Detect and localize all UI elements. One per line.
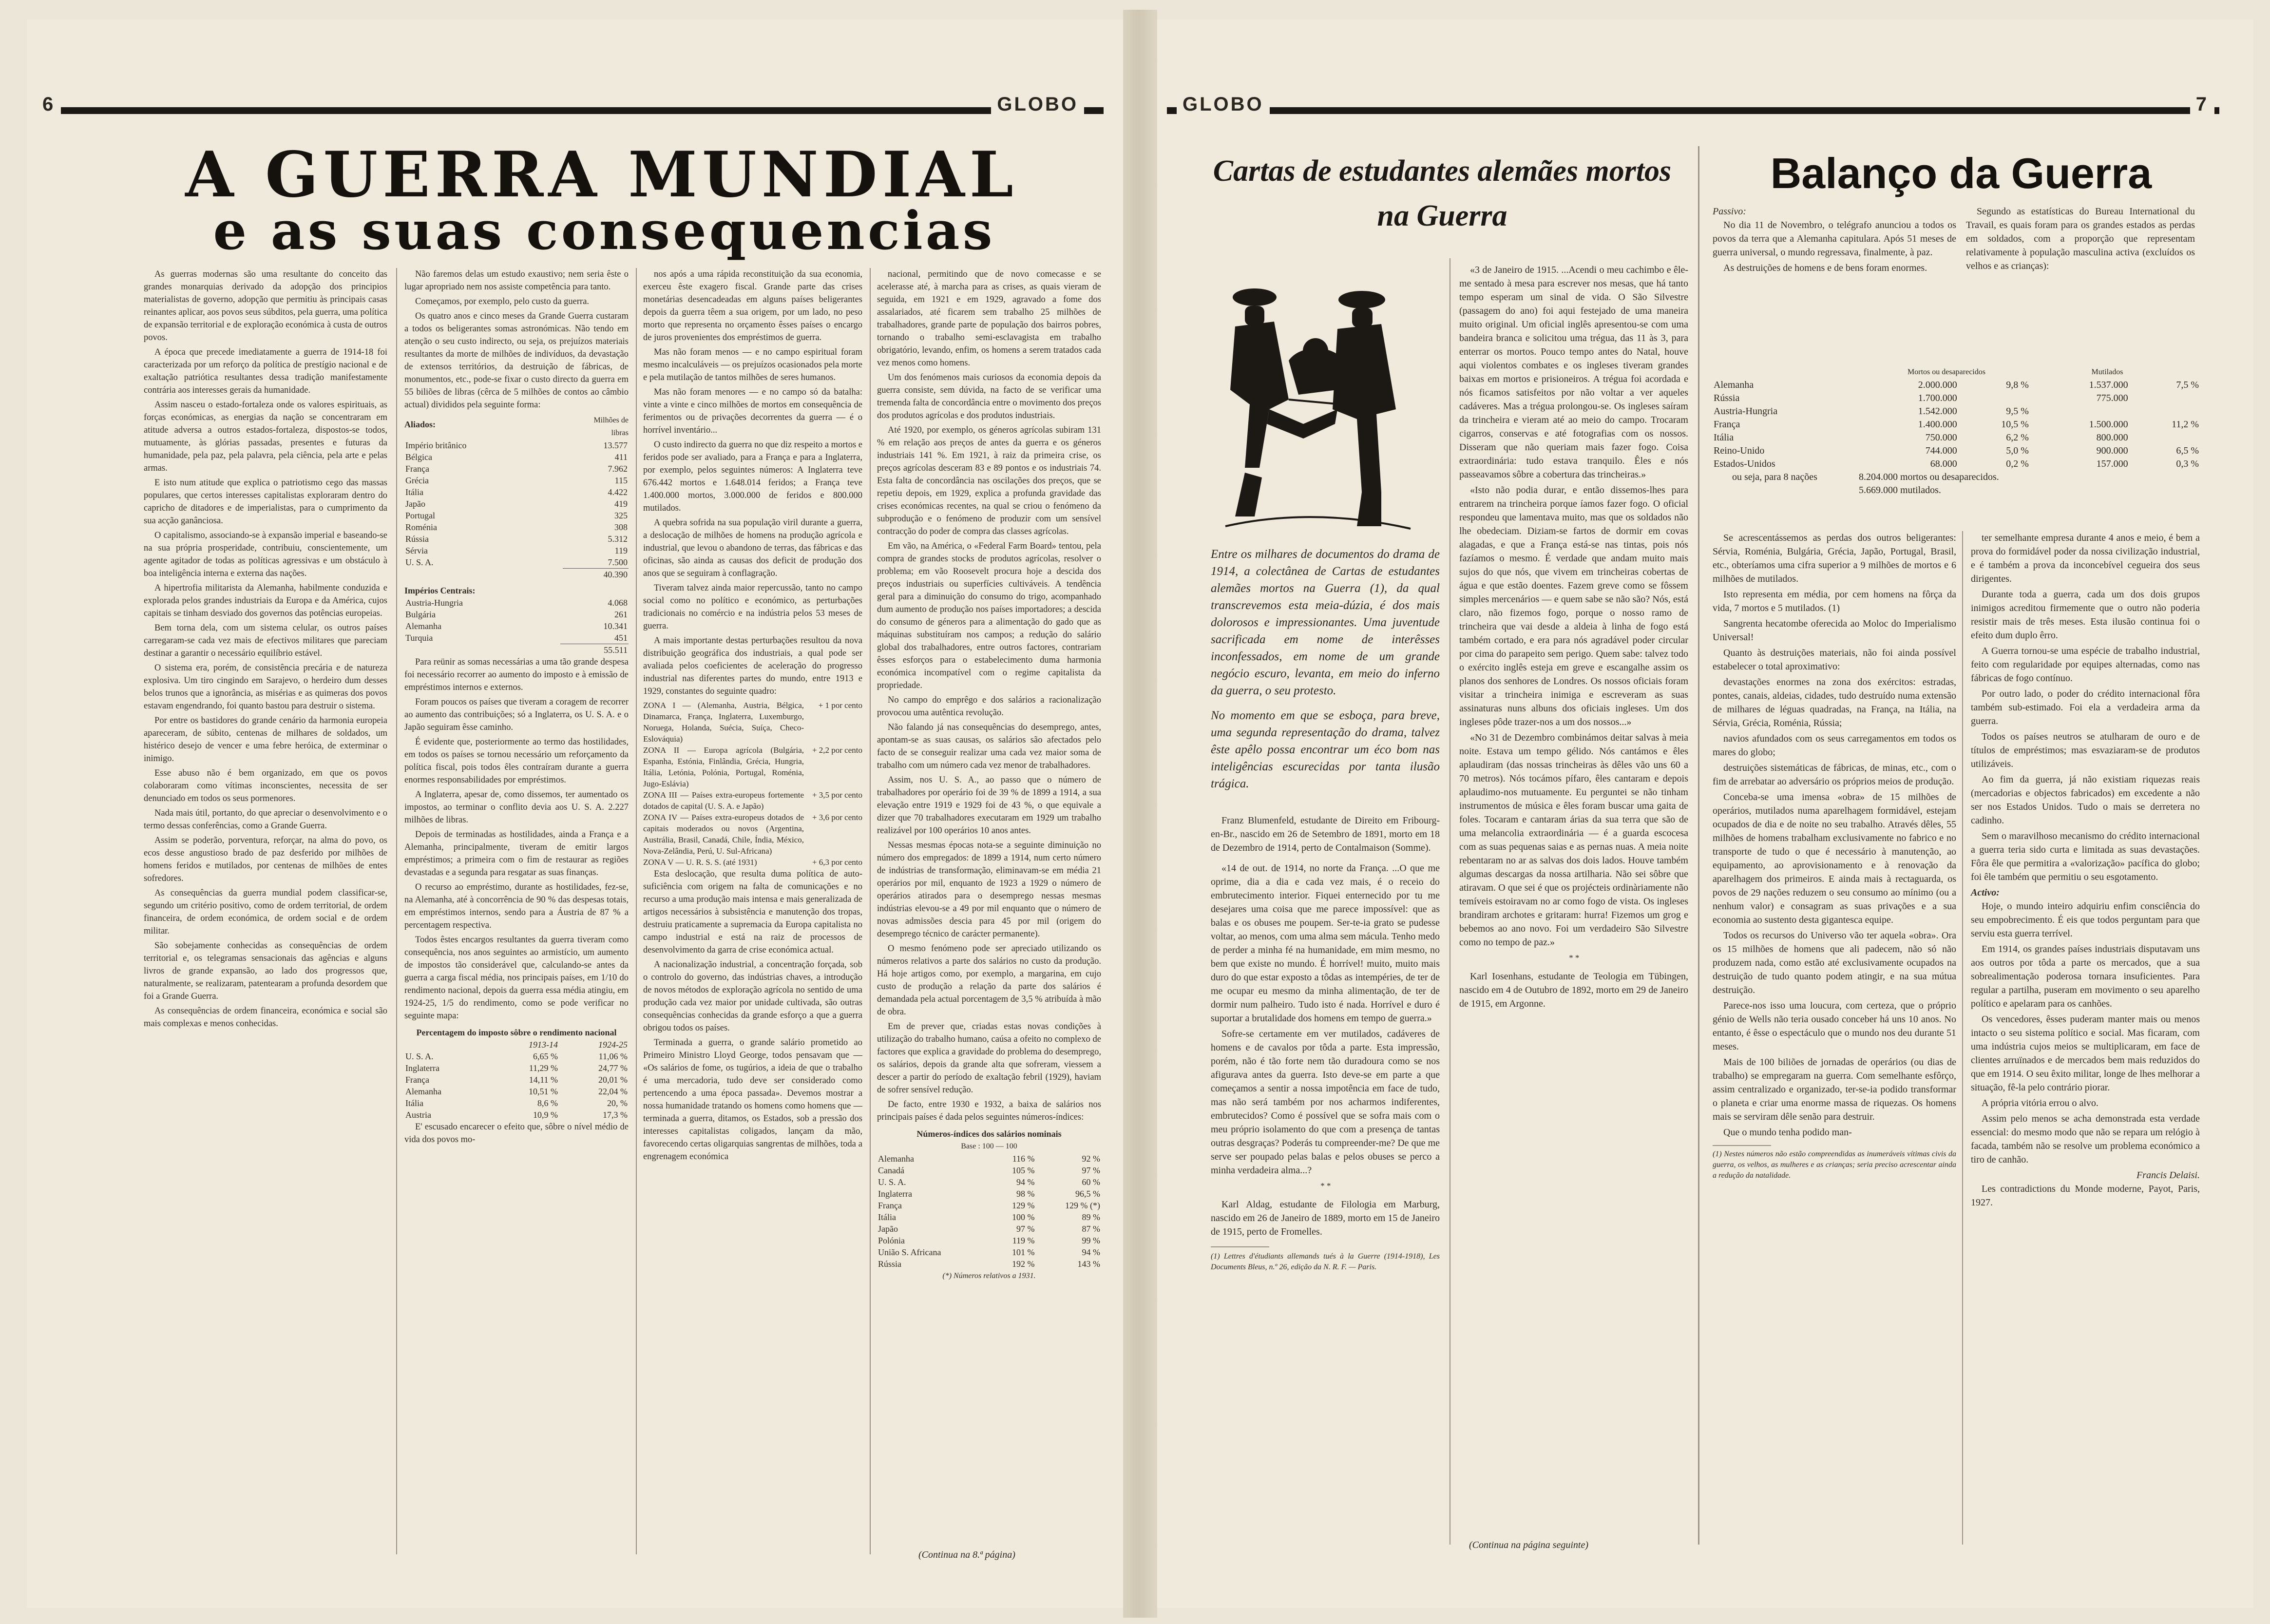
paragraph: Ao fim da guerra, já não existiam riquezas reais (mercadorias e objectos fabricados) em excedente a não ser nos Estados Unidos. Tudo o mais se derretera no cadinho. xyxy=(1971,774,2200,826)
paragraph: Todos êstes encargos resultantes da guerra tiveram como consequência, nos anos seguintes ao armistício, um aumento de impostos tão considerável que, calculando-se antes da guerra a carga fiscal média, nos principais países, em 1/10 do rendimento nacional, depois da guerra essa média atingiu, em 1924-25, 1/5 do rendimento, como se pode verificar no seguinte mapa: xyxy=(404,935,629,1021)
paragraph: De facto, entre 1930 e 1932, a baixa de salários nos principais países é dada pelos seguintes números-índices: xyxy=(877,1100,1101,1122)
losses-table-header: Mortos ou desaparecidos Mutilados xyxy=(1908,368,2123,376)
table-row: Grécia 115 xyxy=(405,476,628,485)
paragraph: Tiveram talvez ainda maior repercussão, tanto no campo social como no político e económico, as perturbações tradicionais no comércio e na indústria pelos 53 meses de guerra. xyxy=(643,583,862,631)
paragraph: No momento em que se esboça, para breve, uma segunda representação do drama, talvez êste apêlo possa encontrar um éco bom nas inteligências escurecidas por tanta ilusão trágica. xyxy=(1211,709,1440,790)
paragraph: As consequências de ordem financeira, económica e social são mais complexas e menos conhecidas. xyxy=(144,1006,387,1029)
table-row: Rússia 192 % 143 % xyxy=(878,1259,1100,1269)
paragraph: A nacionalização industrial, a concentração forçada, sob o controlo do governo, das indústrias chaves, a introdução de novos métodos de exploração agrícola no sentido de uma produção cada vez maior por unidade cultivada, são outras consequências conhecidas da grande esforço a que a guerra obrigou todos os países. xyxy=(643,960,862,1033)
balanco-column-2-top xyxy=(1966,205,2195,275)
allies-title: Aliados: xyxy=(404,420,436,429)
table-row: Alemanha 10,51 % 22,04 % xyxy=(405,1087,628,1096)
allies-table xyxy=(404,439,629,580)
table-row: Austria 10,9 % 17,3 % xyxy=(405,1110,628,1120)
table-row: ZONA IV — Países extra-europeus dotados de capitais moderados ou novos (Argentina, Austrália, Brasil, Canadá, Chile, Índia, México, Nova-Zelândia, Perú, U. Sul-Africana) + 3,6 por cento xyxy=(643,813,862,856)
letter-author: Franz Blumenfeld, estudante de Direito em Fribourg-en-Br., nascido em 26 de Setembro de 1891, morto em 18 de Dezembro de 1914, perto de Contalmaison (Somme). xyxy=(1211,815,1440,853)
table-row: Roménia 308 xyxy=(405,522,628,532)
tax-table xyxy=(404,1039,629,1121)
paragraph: Começamos, por exemplo, pelo custo da guerra. xyxy=(415,297,590,306)
table-row: Estados-Unidos 68.000 0,2 % 157.000 0,3 % xyxy=(1714,459,2199,469)
paragraph: Se acrescentássemos as perdas dos outros beligerantes: Sérvia, Roménia, Bulgária, Grécia, Japão, Portugal, Brasil, etc., obteríamos uma cifra superior a 9 milhões de mortos e 6 milhões de mutilados. xyxy=(1713,533,1956,584)
paragraph: Isto representa em média, por cem homens na fôrça da vida, 7 mortos e 5 mutilados. (1) xyxy=(1713,589,1956,613)
table-row: Alemanha 116 % 92 % xyxy=(878,1154,1100,1164)
paragraph: A Guerra tornou-se uma espécie de trabalho industrial, feito com regularidade por equipes alternadas, como nas fábricas de fogo contínuo. xyxy=(1971,646,2200,684)
separator-stars: * * xyxy=(1320,1181,1331,1190)
article-column-1 xyxy=(144,268,387,1032)
wages-note: (*) Números relativos a 1931. xyxy=(942,1272,1036,1280)
left-page xyxy=(27,19,1123,1608)
activo-label: Activo: xyxy=(1971,887,2000,898)
letter-text: Sofre-se certamente em ver mutilados, cadáveres de homens e de cavalos por tôda a parte. Esta impressão, porém, não é tão forte nem tão duradoura como se nos afigurava antes da guerra. Isto deve-se em parte a que começamos a sentir a nossa impotência em face de tudo, mas não será também por nos acharmos indiferentes, embrutecidos? Como é possível que se sofra mais com o meu próprio isolamento do que com a presença de tantas outras desgraças? Poderás tu compreender-me? De que me serve ser poupado pelas balas e pelos obuses se perco a minha verdadeira alma...? xyxy=(1211,1029,1440,1176)
balanco-column-1 xyxy=(1713,531,1956,1183)
letter-text: «Isto não podia durar, e então dissemos-lhes para entrarem na trincheira porque íamos fazer fogo. O oficial respondeu que lamentava muito, mas que os soldados não lhe obedeciam. Diziam-se fartos de dormir em covas alagadas, e que a França está-se nas tintas, pois nós fazíamos o mesmo. É verdade que andam muito mais sujos do que nós, que vivem em trincheiras cobertas de água e que estão doentes. Fazem greve como se fôssem simples mercenários — e quem sabe se não são? Nós, está claro, não fizemos fogo, porque o nosso ramo de trincheira que vai desde a aldeia à linha de fogo está também cortado, e era para nós agradável poder circular por cima do parapeito sem perigo. Quem sabe: talvez todo o exército inglês esteja em greve e escangalhe assim os planos dos senhores de Londres. Os nossos oficiais foram visitar a trincheira inimiga e escreveram as suas assinaturas nuns albuns dos oficiais ingleses. Um dos ingleses pôde trazer-nos a um dos nossos...» xyxy=(1459,485,1688,727)
left-folio-rule xyxy=(37,94,1104,127)
separator-stars: * * xyxy=(1568,953,1579,962)
paragraph: Segundo as estatísticas do Bureau International du Travail, es quais foram para os grandes estados as perdas em soldados, com a proporção que representam relativamente à população masculina activa (excluídos os velhos e as crianças): xyxy=(1966,206,2195,271)
paragraph: Por outro lado, o poder do crédito internacional fôra também sub-estimado. Foi ela a verdadeira arma da guerra. xyxy=(1971,688,2200,726)
table-row: Itália 4.422 xyxy=(405,487,628,497)
losses-table xyxy=(1713,379,2200,471)
table-row: França 129 % 129 % (*) xyxy=(878,1201,1100,1210)
table-row: Rússia 5.312 xyxy=(405,534,628,544)
paragraph: A hipertrofia militarista da Alemanha, habilmente conduzida e explorada pelos grandes industriais da Europa e da América, cujos capitais se tinham desviado dos governos das potências europeias. xyxy=(144,583,387,618)
cartas-title: Cartas de estudantes alemães mortos na Guerra xyxy=(1213,154,1672,232)
paragraph: Em 1914, os grandes países industriais disputavam uns aos outros por tôda a parte os mercados, que a sua sobrealimentação poderosa tornara insuficientes. Para regular a partilha, puseram em movimento o seu aparelho político e apelaram para os canhões. xyxy=(1971,944,2200,1009)
paragraph: As consequências da guerra mundial podem classificar-se, segundo um critério positivo, como de ordem territorial, de ordem financeira, de ordem económica, de ordem social e de ordem militar. xyxy=(144,888,387,936)
balanco-column-2 xyxy=(1971,531,2200,1211)
paragraph: As destruições de homens e de bens foram enormes. xyxy=(1723,263,1927,273)
paragraph: Terminada a guerra, o grande salário prometido ao Primeiro Ministro Lloyd George, todos pensavam que — «Os salários de fome, os tugúrios, a ideia de que o trabalho é uma mercadoria, tudo deve ser considerado como pertencendo a uma época passada». Devemos mostrar a nossa humanidade tratando os homens como homens que — terminada a guerra, ditamos, os Estados, sob a pressão dos interesses capitalistas coligados, lançam da mão, favorecendo certas oligarquias sangrentas de milhões, toda a engrenagem económica xyxy=(643,1038,862,1162)
table-row: França 7.962 xyxy=(405,464,628,474)
paragraph: Em vão, na América, o «Federal Farm Board» tentou, pela compra de grandes stocks de produtos agrícolas, resolver o problema; em vão Roosevelt procura hoje a descida dos preços industriais ou superfícies cultiváveis. A tendência geral para a diminuição do consumo do trigo, acompanhado dum aumento de produção nos países importadores; a descida do consumo de géneros para a alimentação do gado que as máquinas substituíram nos campos; a redução do salário global dos trabalhadores, entre outros factores, contrariam êsses esforços para o estabelecimento duma harmonia económica incompatível com o regime capitalista da propriedade. xyxy=(877,541,1101,690)
table-row: Portugal 325 xyxy=(405,511,628,520)
table-row: ZONA V — U. R. S. S. (até 1931) + 6,3 por cento xyxy=(643,858,862,867)
column-rule xyxy=(636,268,637,1554)
paragraph: O mesmo fenómeno pode ser apreciado utilizando os números relativos a parte dos salários no custo da produção. Há hoje artigos como, por exemplo, a margarina, em cujo custo de produção a relação da parte dos salários é demandada pela actual porcentagem de 3,5 % atribuída à mão de obra. xyxy=(877,944,1101,1017)
paragraph: Esse abuso não é bem organizado, em que os povos colaboraram como vítimas inconscientes, necessita de ser denunciado em todos os seus pormenores. xyxy=(144,768,387,803)
paragraph: Assim pelo menos se acha demonstrada esta verdade essencial: do mesmo modo que não se repara um relógio à facada, também não se resolve um problema económico a tiro de canhão. xyxy=(1971,1113,2200,1165)
table-row: União S. Africana 101 % 94 % xyxy=(878,1247,1100,1257)
page-number: 6 xyxy=(37,94,61,115)
paragraph: Assim se poderão, porventura, reforçar, na alma do povo, os ecos desse angustioso brado de paz desferido por milhões de homens feridos e mutilados, por centenas de milhões de entes sofredores. xyxy=(144,836,387,883)
paragraph: Que o mundo tenha podido man- xyxy=(1723,1127,1852,1138)
paragraph: Durante toda a guerra, cada um dos dois grupos inimigos acreditou firmemente que o outro não poderia resistir mais de três meses. Esta ilusão continua foi o efeito dum duplo êrro. xyxy=(1971,589,2200,641)
table-row: França 1.400.000 10,5 % 1.500.000 11,2 % xyxy=(1714,419,2199,430)
balanco-title: Balanço da Guerra xyxy=(1770,149,2152,197)
paragraph: Esta deslocação, que resulta duma política de auto-suficiência com origem na falta de comunicações e no recurso a uma produção mais intensa e mais generalizada de artigos necessários à subsistência e manutenção dos tropas, destruiu praticamente a supremacia da Europa capitalista no campo industrial e está na raiz de processos de desenvolvimento da garra de crise económica actual. xyxy=(643,869,862,955)
article-column-4 xyxy=(877,268,1101,1282)
paragraph: Assim, nos U. S. A., ao passo que o número de trabalhadores por operário foi de 39 % de 1899 a 1914, a sua elevação entre 1919 e 1929 foi de 43 %, o que equivale a dizer que 70 trabalhadores executaram em 1929 um trabalho realizável por 100 operários 10 anos antes. xyxy=(877,775,1101,836)
cartas-column-b xyxy=(1459,263,1688,1013)
paragraph: Até 1920, por exemplo, os géneros agrícolas subiram 131 % em relação aos preços de antes da guerra e os géneros industriais 141 %. Em 1921, à raiz da primeira crise, os preços agrícolas desceram 83 e 89 pontos e os industriais 74. Esta falta de concordância nas oscilações dos preços, que se repetiu depois, em 1929, explica a profunda gravidade das crises económicas recentes, na qual se criou o fenómeno da subprodução e o fenómeno de produzir com um sensível contracção do poder de compra das classes agrícolas. xyxy=(877,425,1101,536)
paragraph: Os vencedores, êsses puderam manter mais ou menos intacto o seu sistema político e social. Mas ficaram, com uma indústria cujos meios se multiplicaram, em face de clientes arruïnados e de mercados bem mais reduzidos do que em 1914. O seu êxito militar, longe de lhes melhorar a situação, fê-la pelo contrário piorar. xyxy=(1971,1014,2200,1093)
source-citation: Les contradictions du Monde moderne, Payot, Paris, 1927. xyxy=(1971,1184,2200,1208)
paragraph: destruições sistemáticas de fábricas, de minas, etc., com o fim de arrebatar ao adversário os próprios meios de produção. xyxy=(1713,763,1956,787)
losses-total: ou seja, para 8 nações 8.204.000 mortos ou desaparecidos. xyxy=(1732,472,1999,482)
paragraph: Não faremos delas um estudo exaustivo; nem seria êste o lugar apropriado nem nos assiste competência para tanto. xyxy=(404,269,629,292)
table-row: Turquia 451 xyxy=(405,633,628,643)
paragraph: Mais de 100 biliões de jornadas de operários (ou dias de trabalho) se empregaram na guerra. Com semelhante esfôrço, assim centralizado e organizado, ter-se-ia podido transformar o planeta e criar uma enorme massa de riquezas. Os homens mais se serviram dêle senão para destruir. xyxy=(1713,1057,1956,1122)
paragraph: Depois de terminadas as hostilidades, ainda a França e a Alemanha, principalmente, tiveram de emitir largos empréstimos; a primeira com o fim de restaurar as regiões devastadas e a segunda para resgatar as suas finanças. xyxy=(404,830,629,878)
column-rule xyxy=(396,268,397,1554)
letter-text: «14 de out. de 1914, no norte da França. ...O que me oprime, dia a dia e cada vez mais, é o receio do embrutecimento interior. Fiquei enternecido por tu me desejares uma coisa que me parece impossível: que as balas e os obuses me poupem. Ser-te-ia grato se pudesse voltar, ao menos, com uma alma sem mácula. Tenho medo de perder a minha fé na humanidade, em mim mesmo, no bem que existe no mundo. É horrível! muito, muito mais duro do que estar exposto a tôdas as intempéries, de ter de me ocupar eu mesmo da minha alimentação, de ter de dormir num palheiro. Tudo isto é nada. Horrível e duro é suportar a brutalidade dos homens em tempo de guerra.» xyxy=(1211,863,1440,1024)
continued-notice: (Continua na 8.ª página) xyxy=(918,1549,1015,1560)
footnote: (1) Lettres d'étudiants allemands tués à la Guerre (1914-1918), Les Documents Bleus, n.º 26, edição da N. R. F. — Paris. xyxy=(1211,1252,1440,1271)
paragraph: Um dos fenómenos mais curiosos da economia depois da guerra consiste, sem dúvida, na facto de se verificar uma tremenda falta de concordância entre o movimento dos preços dos produtos agrícolas e dos produtos industriais. xyxy=(877,373,1101,420)
central-powers-table xyxy=(404,597,629,656)
tax-table-title: Percentagem do imposto sôbre o rendimento nacional xyxy=(416,1028,617,1037)
zones-table xyxy=(643,700,862,868)
paragraph: Não falando já nas consequências do desemprego, antes, apontam-se as suas causas, os salários são afectados pelo facto de se conseguir realizar uma cada vez maior soma de trabalho com um número cada vez menor de trabalhadores. xyxy=(877,723,1101,770)
table-total-row: 40.390 xyxy=(404,569,629,581)
letter-text: «No 31 de Dezembro combinámos deitar salvas à meia noite. Estava um tempo gélido. Nós cantámos e êles aplaudiram (das nossas trincheiras às dêles vão uns 60 a 70 metros). Nós tocámos pífaro, êles cantaram e depois aplaudimo-nos mutuamente. Eu perguntei se não tinham instrumentos de música e êles foram buscar uma gaita de foles. Tocaram e cantaram árias da sua terra que são de uma melancolia extraordinária — é a guarda escocesa com as suas pequenas saias e as pernas nuas. A meia noite rebentaram no ar as salvas dos dois lados. Houve também algumas descargas da nossa artilharia. Não sei sôbre que atiravam. O que sei é que os projécteis ordinàriamente não temíveis estoiravam no ar como fogo de vista. Os ingleses brandiram archotes e gritaram: hurra! Fizemos um grog e bebemos ao ano novo. Foi um verdadeiro São Silvestre como no tempo de paz.» xyxy=(1459,732,1688,948)
paragraph: Mas não foram menos — e no campo espiritual foram mesmo incalculáveis — os prejuízos ocasionados pela morte e pela mutilação de tantos milhões de seres humanos. xyxy=(643,347,862,382)
table-row: Japão 97 % 87 % xyxy=(878,1224,1100,1234)
paragraph: As guerras modernas são uma resultante do conceito das grandes monarquias derivado da adopção dos principios materialistas de governo, adopção que permitiu às principais casas reinantes aplicar, aos povos seus súbditos, pela guerra, uma política de expansão territorial e de exploração económica à custa de outros povos. xyxy=(144,269,387,343)
letter-author: Karl Aldag, estudante de Filologia em Marburg, nascido em 26 de Janeiro de 1889, morto em 15 de Janeiro de 1915, perto de Fromelles. xyxy=(1211,1199,1440,1237)
table-row: Reino-Unido 744.000 5,0 % 900.000 6,5 % xyxy=(1714,445,2199,456)
paragraph: A Inglaterra, apesar de, como dissemos, ter aumentado os impostos, ao terminar o conflito devia aos U. S. A. 2.227 milhões de libras. xyxy=(404,790,629,825)
table-row: Inglaterra 11,29 % 24,77 % xyxy=(405,1063,628,1073)
wages-table xyxy=(877,1153,1101,1270)
table-row: ZONA III — Países extra-europeus fortemente dotados de capital (U. S. A. e Japão) + 3,5 por cento xyxy=(643,790,862,811)
table-row: U. S. A. 7.500 xyxy=(405,557,628,568)
soldiers-woodcut-illustration xyxy=(1216,263,1420,536)
table-row: França 14,11 % 20,01 % xyxy=(405,1075,628,1085)
table-row: Itália 750.000 6,2 % 800.000 xyxy=(1714,432,2128,443)
paragraph: Entre os milhares de documentos do drama de 1914, a colectânea de Cartas de estudantes alemães mortos na Guerra (1), da qual transcrevemos esta meia-dúzia, é dos mais dolorosos e impressionantes. Uma juventude sacrificada em nome de interêsses inconfessados, em nome de um grande negócio escuro, levanta, em meio do inferno da guerra, o seu protesto. xyxy=(1211,548,1440,697)
column-rule xyxy=(870,268,871,1554)
paragraph: Para reünir as somas necessárias a uma tão grande despesa foi necessário recorrer ao aumento do imposto e à emissão de empréstimos internos e externos. xyxy=(404,657,629,692)
table-row: Alemanha 10.341 xyxy=(405,621,628,631)
central-powers-title: Impérios Centrais: xyxy=(404,586,476,595)
table-row: U. S. A. 94 % 60 % xyxy=(878,1177,1100,1187)
paragraph: navios afundados com os seus carregamentos em todos os mares do globo; xyxy=(1713,733,1956,758)
table-row: Itália 8,6 % 20, % xyxy=(405,1098,628,1108)
paragraph: E' escusado encarecer o efeito que, sôbre o nível médio de vida dos povos mo- xyxy=(404,1122,629,1145)
author-signature: Francis Delaisi. xyxy=(2136,1170,2200,1181)
paragraph: Assim nasceu o estado-fortaleza onde os valores espirituais, as forças económicas, as energias da nação se concentraram em atitude adversa a outros estados-fortaleza, dispostos-se todos, mutuamente, às glórias passadas, presentes e futuras da humanidade, pela paz, pela palavra, pela ciência, pela arte e pelas armas. xyxy=(144,400,387,473)
paragraph: Foram poucos os países que tiveram a coragem de recorrer ao aumento das contribuições; só a Inglaterra, os U. S. A. e o Japão seguiram êsse caminho. xyxy=(404,697,629,732)
article-column-3 xyxy=(643,268,862,1165)
headline: A GUERRA MUNDIAL xyxy=(185,138,1018,211)
paragraph: nos após a uma rápida reconstituição da sua economia, exerceu êste exagero fiscal. Grande parte das crises monetárias desencadeadas em alguns países beligerantes depois da guerra têem a sua origem, por um lado, no peso morto que representa no orçamento êsses países o encargo de juros provenientes dos empréstimos de guerra. xyxy=(643,269,862,343)
paragraph: O sistema era, porém, de consistência precária e de natureza explosiva. Um tiro cingindo em Sarajevo, o herdeiro dum desses belos trunos que a ignorância, as misérias e as quimeras dos povos estavam engendrando, foi quanto bastou para destruir o sistema. xyxy=(144,663,387,711)
table-row: Polónia 119 % 99 % xyxy=(878,1236,1100,1245)
paragraph: A quebra sofrida na sua população viril durante a guerra, a deslocação de milhões de homens na produção agrícola e industrial, que levou o abandono de terras, das fábricas e das oficinas, são ainda as causas dos deficit de produção dos anos que se seguiram à conflagração. xyxy=(643,518,862,578)
paragraph: São sobejamente conhecidas as consequências de ordem territorial e, os telegramas sensacionais das agências e alguns livros de grande expansão, ao lado dos progressos que, naturalmente, se realizaram, patentearam a profunda desordem que foi a Grande Guerra. xyxy=(144,941,387,1001)
table-row: ZONA II — Europa agrícola (Bulgária, Espanha, Estónia, Finlândia, Grécia, Hungria, Itália, Letónia, Polónia, Portugal, Roménia, Jugo-Eslávia) + 2,2 por cento xyxy=(643,745,862,788)
table-row: Rússia 1.700.000 775.000 xyxy=(1714,393,2128,403)
masthead: GLOBO xyxy=(991,94,1084,115)
paragraph: Todos os países neutros se atulharam de ouro e de títulos de empréstimos; mas esvaziaram-se de produtos utilizáveis. xyxy=(1971,731,2200,769)
article-column-2 xyxy=(404,268,629,1148)
table-row: Austria-Hungria 1.542.000 9,5 % xyxy=(1714,406,2029,417)
wages-table-title: Números-índices dos salários nominais xyxy=(916,1129,1062,1139)
table-row: Itália 100 % 89 % xyxy=(878,1212,1100,1222)
cartas-intro xyxy=(1211,546,1440,792)
paragraph: Parece-nos isso uma loucura, com certeza, que o próprio génio de Wells não teria ousado conceber há uns 10 anos. No entanto, é êsse o espectáculo que o mundo nos deu durante 51 meses. xyxy=(1713,1000,1956,1052)
letter-text: «3 de Janeiro de 1915. ...Acendi o meu cachimbo e êle-me sentado à mesa para escrever nos mesas, que há tanto tempo esperam um sinal de vida. O São Silvestre (passagem do ano) foi aqui festejado de uma maneira muito original. Um oficial inglês apresentou-se com uma bandeira branca e solicitou uma trégua, das 11 às 3, para enterrar os mortos. Pouco tempo antes do Natal, houve aqui violentos combates e os ingleses tiveram grandes baixas em mortos e prisioneiros. A trégua foi acordada e nós ficamos satisfeitos por não voltar a ver aqueles cadáveres. Mas a trégua prolongou-se. Os ingleses saíram da trincheira e vieram até ao meio do campo. Trocaram cigarros, conservas e até fotografias com os nossos. Disseram que não queriam mais fazer fogo. Coisa extraordinária: tudo estava tranquilo. Êles e nós passeavamos sôbre a cobertura das trincheiras.» xyxy=(1459,265,1688,480)
right-folio-rule xyxy=(1167,94,2219,127)
column-rule xyxy=(1962,531,1963,1545)
mutilated-total: 5.669.000 mutilados. xyxy=(1859,485,1941,496)
footnote-rule xyxy=(1211,1246,1269,1247)
table-row: Canadá 105 % 97 % xyxy=(878,1165,1100,1175)
paragraph: O recurso ao empréstimo, durante as hostilidades, fez-se, na Alemanha, até à concorrência de 90 % das despesas totais, em empréstimos internos, sendo para a Áustria de 87 % a percentagem respectiva. xyxy=(404,882,629,930)
paragraph: Todos os recursos do Universo vão ter aquela «obra». Ora os 15 milhões de homens que ali padecem, não só não produzem nada, como estão até exclusivamente ocupados na destruição de tudo quanto podem atingir, e na sua mútua destruição. xyxy=(1713,930,1956,995)
page-gutter xyxy=(1123,10,1157,1618)
paragraph: Nessas mesmas épocas nota-se a seguinte diminuição no número dos empregados: de 1899 a 1914, num certo número de indústrias de transformação, eliminavam-se em média 21 operários por mil, enquanto de 1923 a 1929 o número de operários atirados para o desemprego nessas mesmas indústrias elevou-se a 49 por mil enquanto que o número de novas admissões descia para 45 por mil (origem do desemprego técnico de carácter permanente). xyxy=(877,841,1101,939)
paragraph: Sem o maravilhoso mecanismo do crédito internacional a guerra teria sido curta e limitada as suas devastações. Fôra êle que permitira a «valorização» pacífica do globo; foi êle também que permitiu o seu esgotamento. xyxy=(1971,831,2200,882)
table-row: Inglaterra 98 % 96,5 % xyxy=(878,1189,1100,1199)
paragraph: ter semelhante empresa durante 4 anos e meio, é bem a prova do formidável poder da nossa civilização industrial, e é também a prova da inconcebível cegueira dos seus dirigentes. xyxy=(1971,533,2200,584)
table-row: Sérvia 119 xyxy=(405,546,628,555)
paragraph: E isto num atitude que explica o patriotismo cego das massas populares, que certos interesses capitalistas exploraram dentro do capricho de ditadores e de imperialistas, para o cumprimento da sua acção ganânciosa. xyxy=(144,478,387,526)
balanco-column-1-top xyxy=(1713,205,1956,277)
paragraph: A época que precede imediatamente a guerra de 1914-18 foi caracterizada por um reforço da política de prestígio nacional e de exaltação patriótica resultantes dessa tradição manifestamente contrária aos interesses gerais da humanidade. xyxy=(144,347,387,395)
continued-notice: (Continua na página seguinte) xyxy=(1469,1540,1588,1550)
cartas-column-a xyxy=(1211,814,1440,1275)
paragraph: No campo do emprêgo e dos salários a racionalização provocou uma autêntica revolução. xyxy=(877,695,1101,718)
paragraph: A própria vitória errou o alvo. xyxy=(1982,1098,2098,1108)
table-row: Bélgica 411 xyxy=(405,452,628,462)
paragraph: A mais importante destas perturbações resultou da nova distribuição geográfica dos industriais, a qual pode ser avaliada pelos coeficientes de aceleração do progresso industrial nas diferentes partes do mundo, entre 1913 e 1929, constantes do seguinte quadro: xyxy=(643,636,862,696)
page-number: 7 xyxy=(2190,94,2214,115)
table-row: Bulgária 261 xyxy=(405,610,628,619)
table-header-row: 1913-14 1924-25 xyxy=(529,1040,628,1050)
masthead: GLOBO xyxy=(1177,94,1270,115)
footnote: (1) Nestes números não estão compreendidas as inumeráveis vítimas civis da guerra, os velhos, as mulheres e as crianças; seria preciso acrescentar ainda a redução da natalidade. xyxy=(1713,1150,1956,1180)
table-total-row: 55.511 xyxy=(404,644,629,656)
paragraph: Hoje, o mundo inteiro adquiriu enfim consciência do seu empobrecimento. É eis que todos perguntam para que serviu esta guerra terrível. xyxy=(1971,901,2200,939)
paragraph: devastações enormes na zona dos exércitos: estradas, pontes, canais, aldeias, cidades, tudo destruído numa extensão de milhares de léguas quadradas, na França, na Itália, na Sérvia, Grécia, Roménia, Rússia; xyxy=(1713,677,1956,728)
subheadline: e as suas consequencias xyxy=(213,200,995,262)
table-row: U. S. A. 6,65 % 11,06 % xyxy=(405,1051,628,1061)
letter-author: Karl Iosenhans, estudante de Teologia em Tübingen, nascido em 4 de Outubro de 1892, morto em 29 de Janeiro de 1915, em Argonne. xyxy=(1459,971,1688,1009)
table-row: Austria-Hungria 4.068 xyxy=(405,598,628,608)
paragraph: O capitalismo, associando-se à expansão imperial e baseando-se na sua própria prosperidade, contribuiu, conscientemente, um agente agitador de todas as políticas agressivas e um obstáculo à boa inteligência interna e externa das nações. xyxy=(144,531,387,578)
wages-table-base: Base : 100 — 100 xyxy=(961,1142,1017,1150)
allies-unit-header: Milhões de libras xyxy=(593,416,629,437)
paragraph: Por entre os bastidores do grande cenário da harmonia europeia apareceram, de súbito, centenas de milhares de soldados, um histérico desejo de vencer e uma febre heróica, de exterminar o inimigo. xyxy=(144,716,387,764)
paragraph: Nada mais útil, portanto, do que apreciar o desenvolvimento e o termo dessas conferências, como a Grande Guerra. xyxy=(144,808,387,831)
column-rule xyxy=(1698,146,1699,1545)
table-row: Japão 419 xyxy=(405,499,628,509)
passivo-label: Passivo: xyxy=(1713,206,1746,217)
paragraph: No dia 11 de Novembro, o telégrafo anunciou a todos os povos da terra que a Alemanha capitulara. Após 51 meses de guerra universal, o mundo regressava, finalmente, à paz. xyxy=(1713,220,1956,258)
right-page xyxy=(1157,19,2253,1608)
paragraph: Os quatro anos e cinco meses da Grande Guerra custaram a todos os beligerantes somas astronómicas. Não tendo em atenção o seu custo indirecto, ou seja, os prejuízos materiais resultantes da morte de milhões de indivíduos, da devastação de extensos territórios, da destruição de fábricas, de monumentos, etc., pode-se fixar o custo directo da guerra em 55 biliões de libras (cêrca de 5 milhões de contos ao câmbio actual) divididos pela seguinte forma: xyxy=(404,311,629,410)
footnote-rule xyxy=(1713,1145,1771,1146)
table-row: ZONA I — (Alemanha, Austria, Bélgica, Dinamarca, França, Inglaterra, Luxemburgo, Noruega, Holanda, Suécia, Suíça, Checo-Eslováquia) + 1 por cento xyxy=(643,701,862,744)
table-row: Alemanha 2.000.000 9,8 % 1.537.000 7,5 % xyxy=(1714,380,2199,390)
paragraph: É evidente que, posteriormente ao termo das hostilidades, em todos os países se tornou necessário um reforçamento da política fiscal, pois todos êles contraíram durante a guerra enormes responsabilidades por empréstimos. xyxy=(404,737,629,785)
losses-table-block xyxy=(1713,365,2200,497)
paragraph: Sangrenta hecatombe oferecida ao Moloc do Imperialismo Universal! xyxy=(1713,618,1956,643)
paragraph: Bem torna dela, com um sistema celular, os outros países carregaram-se cada vez mais de efectivos militares que pareciam destinar a garantir o necessário equilíbrio estável. xyxy=(144,623,387,658)
paragraph: Em de prever que, criadas estas novas condições à utilização do trabalho humano, caúsa a ofeito no complexo de factores que explica a gravidade do problema do desemprego, os salários, depois da grande alta que sofreram, viessem a descer a partir do período de exaltação febril (1929), haviam de sofrer sensível redução. xyxy=(877,1022,1101,1095)
paragraph: O custo indirecto da guerra no que diz respeito a mortos e feridos pode ser avaliado, para a França e para a Inglaterra, por exemplo, pelos seguintes números: A Inglaterra teve 676.442 mortos e 1.648.014 feridos; a França teve 1.400.000 mortos, 3.000.000 de feridos e 800.000 mutilados. xyxy=(643,440,862,513)
paragraph: Mas não foram menores — e no campo só da batalha: vinte a vinte e cinco milhões de mortos em consequência de ferimentos ou de privações decorrentes da guerra — é o horrível inventário... xyxy=(643,387,862,435)
paragraph: nacional, permitindo que de novo comecasse e se acelerasse até, à marcha para as crises, as quais vieram de seguida, em 1921 e em 1929, agravado a fome dos assalariados, até ficarem sem trabalho 25 milhões de trabalhadores, grande parte de população dos bairros pobres, tornando o trabalho semi-esclavagista em trabalho obrigatório, levando, enfim, os homens a serem tratados cada vez menos como homens. xyxy=(877,269,1101,368)
table-row: Império britânico 13.577 xyxy=(405,440,628,450)
paragraph: Conceba-se uma imensa «obra» de 15 milhões de operários, mutilados numa aparelhagem formidável, estejam ocupados de dia e de noite no seu trabalho. Através dêles, 55 milhões de homens trabalham exclusivamente no fabrico e no transporte de tudo o que é necessário à manutenção, ao equipamento, ao aprovisionamento e à renovação da aparelhagem dos primeiros. E ainda mais à rectaguarda, os povos de 29 nações reduzem o seu consumo ao mínimo (ou a nenhum valor) e consagram as suas privações e a sua economia ao sustento desta gigantesca equipe. xyxy=(1713,792,1956,925)
paragraph: Quanto às destruições materiais, não foi ainda possível estabelecer o total aproximativo: xyxy=(1713,648,1956,672)
